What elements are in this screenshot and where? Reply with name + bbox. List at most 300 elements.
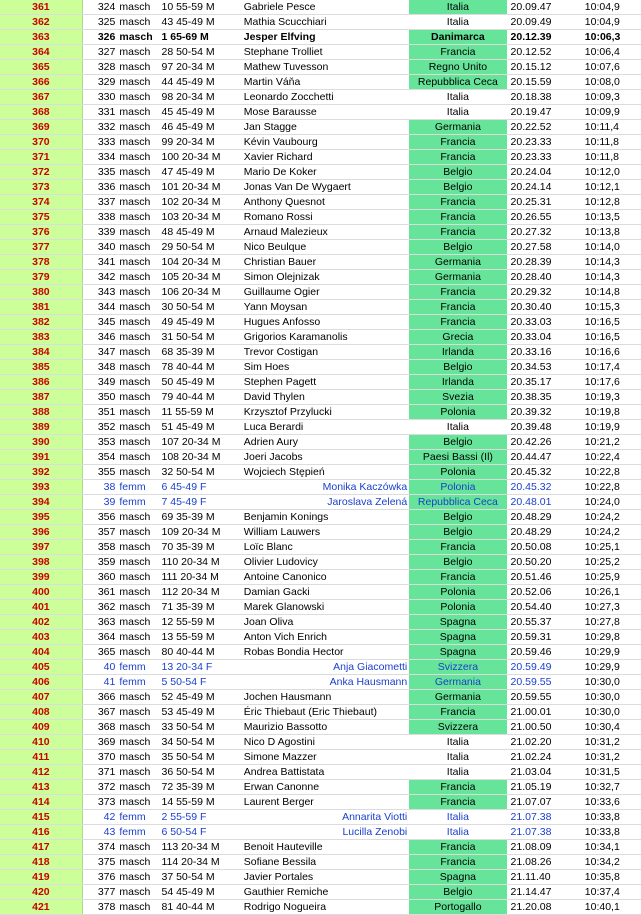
- finish-time-cell: 21.11.40: [507, 870, 579, 885]
- athlete-name-cell: Martin Váňa: [242, 75, 410, 90]
- position-cell: 389: [0, 420, 82, 435]
- finish-time-cell: 20.59.55: [507, 690, 579, 705]
- country-cell: Francia: [409, 780, 506, 795]
- athlete-name-cell: Stephen Pagett: [242, 375, 410, 390]
- category-cell: 36 50-54 M: [159, 765, 241, 780]
- athlete-name-cell: Christian Bauer: [242, 255, 410, 270]
- table-row: [0, 795, 641, 810]
- sex-cell: masch: [117, 0, 159, 15]
- table-row: [0, 165, 641, 180]
- pace-cell: 10:17,4: [579, 360, 641, 375]
- position-cell: 391: [0, 450, 82, 465]
- category-cell: 109 20-34 M: [159, 525, 241, 540]
- position-cell: 376: [0, 225, 82, 240]
- athlete-name-cell: Sim Hoes: [242, 360, 410, 375]
- table-row: [0, 45, 641, 60]
- rank-cell: 351: [82, 405, 117, 420]
- pace-cell: 10:22,8: [579, 465, 641, 480]
- rank-cell: 38: [82, 480, 117, 495]
- category-cell: 103 20-34 M: [159, 210, 241, 225]
- country-cell: Belgio: [409, 435, 506, 450]
- position-cell: 419: [0, 870, 82, 885]
- country-cell: Belgio: [409, 555, 506, 570]
- position-cell: 413: [0, 780, 82, 795]
- table-row: [0, 150, 641, 165]
- rank-cell: 371: [82, 765, 117, 780]
- pace-cell: 10:24,0: [579, 495, 641, 510]
- athlete-name-cell: Xavier Richard: [242, 150, 410, 165]
- country-cell: Francia: [409, 570, 506, 585]
- pace-cell: 10:35,8: [579, 870, 641, 885]
- finish-time-cell: 20.48.29: [507, 525, 579, 540]
- rank-cell: 348: [82, 360, 117, 375]
- category-cell: 12 55-59 M: [159, 615, 241, 630]
- pace-cell: 10:25,2: [579, 555, 641, 570]
- category-cell: 112 20-34 M: [159, 585, 241, 600]
- pace-cell: 10:29,9: [579, 645, 641, 660]
- position-cell: 370: [0, 135, 82, 150]
- position-cell: 403: [0, 630, 82, 645]
- finish-time-cell: 20.15.12: [507, 60, 579, 75]
- sex-cell: masch: [117, 240, 159, 255]
- athlete-name-cell: Olivier Ludovicy: [242, 555, 410, 570]
- pace-cell: 10:14,8: [579, 285, 641, 300]
- table-row: [0, 900, 641, 915]
- athlete-name-cell: Jonas Van De Wygaert: [242, 180, 410, 195]
- category-cell: 32 50-54 M: [159, 465, 241, 480]
- sex-cell: masch: [117, 390, 159, 405]
- rank-cell: 347: [82, 345, 117, 360]
- table-row: [0, 15, 641, 30]
- rank-cell: 374: [82, 840, 117, 855]
- athlete-name-cell: Trevor Costigan: [242, 345, 410, 360]
- table-row: [0, 540, 641, 555]
- sex-cell: masch: [117, 600, 159, 615]
- country-cell: Italia: [409, 420, 506, 435]
- position-cell: 381: [0, 300, 82, 315]
- category-cell: 69 35-39 M: [159, 510, 241, 525]
- athlete-name-cell: Benjamin Konings: [242, 510, 410, 525]
- pace-cell: 10:37,4: [579, 885, 641, 900]
- table-row: [0, 600, 641, 615]
- finish-time-cell: 20.22.52: [507, 120, 579, 135]
- country-cell: Italia: [409, 15, 506, 30]
- position-cell: 374: [0, 195, 82, 210]
- athlete-name-cell: Anka Hausmann: [242, 675, 410, 690]
- table-row: [0, 660, 641, 675]
- sex-cell: masch: [117, 435, 159, 450]
- athlete-name-cell: Guillaume Ogier: [242, 285, 410, 300]
- position-cell: 379: [0, 270, 82, 285]
- sex-cell: femm: [117, 810, 159, 825]
- category-cell: 72 35-39 M: [159, 780, 241, 795]
- pace-cell: 10:21,2: [579, 435, 641, 450]
- pace-cell: 10:04,9: [579, 0, 641, 15]
- category-cell: 70 35-39 M: [159, 540, 241, 555]
- pace-cell: 10:24,2: [579, 525, 641, 540]
- table-row: [0, 120, 641, 135]
- country-cell: Francia: [409, 840, 506, 855]
- category-cell: 13 20-34 F: [159, 660, 241, 675]
- category-cell: 52 45-49 M: [159, 690, 241, 705]
- rank-cell: 341: [82, 255, 117, 270]
- position-cell: 385: [0, 360, 82, 375]
- table-row: [0, 135, 641, 150]
- position-cell: 412: [0, 765, 82, 780]
- athlete-name-cell: Robas Bondia Hector: [242, 645, 410, 660]
- pace-cell: 10:13,8: [579, 225, 641, 240]
- finish-time-cell: 20.27.32: [507, 225, 579, 240]
- finish-time-cell: 20.12.39: [507, 30, 579, 45]
- pace-cell: 10:12,1: [579, 180, 641, 195]
- country-cell: Germania: [409, 255, 506, 270]
- athlete-name-cell: Jesper Elfving: [242, 30, 410, 45]
- position-cell: 421: [0, 900, 82, 915]
- country-cell: Svezia: [409, 390, 506, 405]
- finish-time-cell: 20.27.58: [507, 240, 579, 255]
- position-cell: 367: [0, 90, 82, 105]
- finish-time-cell: 20.51.46: [507, 570, 579, 585]
- rank-cell: 362: [82, 600, 117, 615]
- rank-cell: 332: [82, 120, 117, 135]
- table-row: [0, 480, 641, 495]
- position-cell: 408: [0, 705, 82, 720]
- category-cell: 48 45-49 M: [159, 225, 241, 240]
- rank-cell: 346: [82, 330, 117, 345]
- sex-cell: masch: [117, 60, 159, 75]
- athlete-name-cell: Mathew Tuvesson: [242, 60, 410, 75]
- position-cell: 378: [0, 255, 82, 270]
- table-row: [0, 0, 641, 15]
- finish-time-cell: 20.59.46: [507, 645, 579, 660]
- position-cell: 404: [0, 645, 82, 660]
- country-cell: Regno Unito: [409, 60, 506, 75]
- pace-cell: 10:16,5: [579, 315, 641, 330]
- finish-time-cell: 20.48.29: [507, 510, 579, 525]
- rank-cell: 336: [82, 180, 117, 195]
- sex-cell: femm: [117, 495, 159, 510]
- rank-cell: 340: [82, 240, 117, 255]
- category-cell: 31 50-54 M: [159, 330, 241, 345]
- position-cell: 400: [0, 585, 82, 600]
- position-cell: 405: [0, 660, 82, 675]
- category-cell: 37 50-54 M: [159, 870, 241, 885]
- finish-time-cell: 20.59.31: [507, 630, 579, 645]
- table-row: [0, 105, 641, 120]
- finish-time-cell: 20.33.16: [507, 345, 579, 360]
- athlete-name-cell: Antoine Canonico: [242, 570, 410, 585]
- category-cell: 51 45-49 M: [159, 420, 241, 435]
- position-cell: 401: [0, 600, 82, 615]
- athlete-name-cell: Hugues Anfosso: [242, 315, 410, 330]
- athlete-name-cell: Adrien Aury: [242, 435, 410, 450]
- sex-cell: masch: [117, 720, 159, 735]
- athlete-name-cell: Anton Vich Enrich: [242, 630, 410, 645]
- pace-cell: 10:14,3: [579, 255, 641, 270]
- sex-cell: masch: [117, 765, 159, 780]
- table-row: [0, 285, 641, 300]
- country-cell: Germania: [409, 120, 506, 135]
- athlete-name-cell: Grigorios Karamanolis: [242, 330, 410, 345]
- rank-cell: 368: [82, 720, 117, 735]
- category-cell: 47 45-49 M: [159, 165, 241, 180]
- sex-cell: masch: [117, 570, 159, 585]
- pace-cell: 10:30,4: [579, 720, 641, 735]
- table-row: [0, 825, 641, 840]
- athlete-name-cell: Monika Kaczówka: [242, 480, 410, 495]
- country-cell: Grecia: [409, 330, 506, 345]
- category-cell: 68 35-39 M: [159, 345, 241, 360]
- rank-cell: 355: [82, 465, 117, 480]
- category-cell: 44 45-49 M: [159, 75, 241, 90]
- rank-cell: 338: [82, 210, 117, 225]
- pace-cell: 10:11,4: [579, 120, 641, 135]
- rank-cell: 342: [82, 270, 117, 285]
- finish-time-cell: 20.34.53: [507, 360, 579, 375]
- category-cell: 50 45-49 M: [159, 375, 241, 390]
- sex-cell: masch: [117, 750, 159, 765]
- category-cell: 45 45-49 M: [159, 105, 241, 120]
- table-row: [0, 630, 641, 645]
- table-row: [0, 75, 641, 90]
- rank-cell: 327: [82, 45, 117, 60]
- sex-cell: masch: [117, 690, 159, 705]
- rank-cell: 39: [82, 495, 117, 510]
- category-cell: 7 45-49 F: [159, 495, 241, 510]
- country-cell: Polonia: [409, 465, 506, 480]
- sex-cell: masch: [117, 780, 159, 795]
- sex-cell: masch: [117, 645, 159, 660]
- country-cell: Danimarca: [409, 30, 506, 45]
- table-row: [0, 30, 641, 45]
- position-cell: 373: [0, 180, 82, 195]
- rank-cell: 361: [82, 585, 117, 600]
- pace-cell: 10:25,1: [579, 540, 641, 555]
- category-cell: 102 20-34 M: [159, 195, 241, 210]
- position-cell: 366: [0, 75, 82, 90]
- sex-cell: masch: [117, 255, 159, 270]
- rank-cell: 354: [82, 450, 117, 465]
- table-row: [0, 450, 641, 465]
- country-cell: Belgio: [409, 180, 506, 195]
- athlete-name-cell: Stephane Trolliet: [242, 45, 410, 60]
- pace-cell: 10:31,2: [579, 750, 641, 765]
- pace-cell: 10:31,5: [579, 765, 641, 780]
- athlete-name-cell: Rodrigo Nogueira: [242, 900, 410, 915]
- country-cell: Francia: [409, 705, 506, 720]
- athlete-name-cell: Mathia Scucchiari: [242, 15, 410, 30]
- finish-time-cell: 20.52.06: [507, 585, 579, 600]
- finish-time-cell: 20.15.59: [507, 75, 579, 90]
- country-cell: Francia: [409, 300, 506, 315]
- finish-time-cell: 21.05.19: [507, 780, 579, 795]
- rank-cell: 331: [82, 105, 117, 120]
- category-cell: 33 50-54 M: [159, 720, 241, 735]
- rank-cell: 357: [82, 525, 117, 540]
- table-row: [0, 675, 641, 690]
- rank-cell: 372: [82, 780, 117, 795]
- country-cell: Spagna: [409, 645, 506, 660]
- pace-cell: 10:06,3: [579, 30, 641, 45]
- sex-cell: masch: [117, 285, 159, 300]
- category-cell: 99 20-34 M: [159, 135, 241, 150]
- country-cell: Francia: [409, 225, 506, 240]
- country-cell: Irlanda: [409, 345, 506, 360]
- table-row: [0, 180, 641, 195]
- finish-time-cell: 20.28.39: [507, 255, 579, 270]
- finish-time-cell: 20.55.37: [507, 615, 579, 630]
- pace-cell: 10:22,8: [579, 480, 641, 495]
- position-cell: 364: [0, 45, 82, 60]
- pace-cell: 10:09,9: [579, 105, 641, 120]
- athlete-name-cell: Joeri Jacobs: [242, 450, 410, 465]
- category-cell: 111 20-34 M: [159, 570, 241, 585]
- finish-time-cell: 21.07.38: [507, 810, 579, 825]
- sex-cell: masch: [117, 360, 159, 375]
- sex-cell: masch: [117, 105, 159, 120]
- country-cell: Spagna: [409, 630, 506, 645]
- table-row: [0, 645, 641, 660]
- category-cell: 35 50-54 M: [159, 750, 241, 765]
- rank-cell: 358: [82, 540, 117, 555]
- category-cell: 28 50-54 M: [159, 45, 241, 60]
- position-cell: 361: [0, 0, 82, 15]
- rank-cell: 364: [82, 630, 117, 645]
- sex-cell: masch: [117, 225, 159, 240]
- athlete-name-cell: Benoit Hauteville: [242, 840, 410, 855]
- rank-cell: 359: [82, 555, 117, 570]
- pace-cell: 10:30,0: [579, 705, 641, 720]
- country-cell: Belgio: [409, 510, 506, 525]
- position-cell: 407: [0, 690, 82, 705]
- finish-time-cell: 20.09.47: [507, 0, 579, 15]
- table-row: [0, 225, 641, 240]
- finish-time-cell: 20.23.33: [507, 135, 579, 150]
- table-row: [0, 705, 641, 720]
- athlete-name-cell: Sofiane Bessila: [242, 855, 410, 870]
- table-row: [0, 555, 641, 570]
- sex-cell: masch: [117, 15, 159, 30]
- sex-cell: masch: [117, 315, 159, 330]
- table-row: [0, 405, 641, 420]
- country-cell: Spagna: [409, 870, 506, 885]
- athlete-name-cell: Leonardo Zocchetti: [242, 90, 410, 105]
- table-row: [0, 210, 641, 225]
- rank-cell: 42: [82, 810, 117, 825]
- finish-time-cell: 21.14.47: [507, 885, 579, 900]
- table-row: [0, 60, 641, 75]
- country-cell: Belgio: [409, 525, 506, 540]
- country-cell: Irlanda: [409, 375, 506, 390]
- pace-cell: 10:12,0: [579, 165, 641, 180]
- athlete-name-cell: Krzysztof Przylucki: [242, 405, 410, 420]
- sex-cell: masch: [117, 510, 159, 525]
- position-cell: 397: [0, 540, 82, 555]
- sex-cell: femm: [117, 825, 159, 840]
- rank-cell: 376: [82, 870, 117, 885]
- rank-cell: 334: [82, 150, 117, 165]
- table-row: [0, 750, 641, 765]
- athlete-name-cell: Andrea Battistata: [242, 765, 410, 780]
- athlete-name-cell: Kévin Vaubourg: [242, 135, 410, 150]
- pace-cell: 10:09,3: [579, 90, 641, 105]
- sex-cell: masch: [117, 420, 159, 435]
- table-row: [0, 240, 641, 255]
- pace-cell: 10:15,3: [579, 300, 641, 315]
- table-row: [0, 360, 641, 375]
- pace-cell: 10:06,4: [579, 45, 641, 60]
- pace-cell: 10:31,2: [579, 735, 641, 750]
- sex-cell: masch: [117, 270, 159, 285]
- category-cell: 101 20-34 M: [159, 180, 241, 195]
- country-cell: Italia: [409, 90, 506, 105]
- sex-cell: masch: [117, 345, 159, 360]
- position-cell: 368: [0, 105, 82, 120]
- finish-time-cell: 20.25.31: [507, 195, 579, 210]
- country-cell: Spagna: [409, 615, 506, 630]
- finish-time-cell: 21.00.50: [507, 720, 579, 735]
- category-cell: 2 55-59 F: [159, 810, 241, 825]
- pace-cell: 10:07,6: [579, 60, 641, 75]
- rank-cell: 353: [82, 435, 117, 450]
- finish-time-cell: 20.38.35: [507, 390, 579, 405]
- pace-cell: 10:40,1: [579, 900, 641, 915]
- country-cell: Francia: [409, 150, 506, 165]
- position-cell: 418: [0, 855, 82, 870]
- finish-time-cell: 20.19.47: [507, 105, 579, 120]
- rank-cell: 375: [82, 855, 117, 870]
- sex-cell: masch: [117, 330, 159, 345]
- sex-cell: masch: [117, 450, 159, 465]
- position-cell: 375: [0, 210, 82, 225]
- finish-time-cell: 20.24.04: [507, 165, 579, 180]
- rank-cell: 329: [82, 75, 117, 90]
- finish-time-cell: 20.48.01: [507, 495, 579, 510]
- rank-cell: 356: [82, 510, 117, 525]
- position-cell: 380: [0, 285, 82, 300]
- rank-cell: 325: [82, 15, 117, 30]
- rank-cell: 343: [82, 285, 117, 300]
- table-row: [0, 735, 641, 750]
- country-cell: Polonia: [409, 585, 506, 600]
- athlete-name-cell: Anthony Quesnot: [242, 195, 410, 210]
- sex-cell: masch: [117, 885, 159, 900]
- pace-cell: 10:16,5: [579, 330, 641, 345]
- pace-cell: 10:14,3: [579, 270, 641, 285]
- finish-time-cell: 20.50.08: [507, 540, 579, 555]
- country-cell: Belgio: [409, 165, 506, 180]
- position-cell: 395: [0, 510, 82, 525]
- finish-time-cell: 20.26.55: [507, 210, 579, 225]
- pace-cell: 10:30,0: [579, 675, 641, 690]
- pace-cell: 10:11,8: [579, 135, 641, 150]
- rank-cell: 370: [82, 750, 117, 765]
- country-cell: Francia: [409, 285, 506, 300]
- pace-cell: 10:32,7: [579, 780, 641, 795]
- athlete-name-cell: Yann Moysan: [242, 300, 410, 315]
- finish-time-cell: 20.09.49: [507, 15, 579, 30]
- country-cell: Italia: [409, 0, 506, 15]
- athlete-name-cell: Joan Oliva: [242, 615, 410, 630]
- category-cell: 108 20-34 M: [159, 450, 241, 465]
- country-cell: Polonia: [409, 480, 506, 495]
- category-cell: 53 45-49 M: [159, 705, 241, 720]
- category-cell: 113 20-34 M: [159, 840, 241, 855]
- sex-cell: masch: [117, 300, 159, 315]
- position-cell: 386: [0, 375, 82, 390]
- position-cell: 406: [0, 675, 82, 690]
- position-cell: 394: [0, 495, 82, 510]
